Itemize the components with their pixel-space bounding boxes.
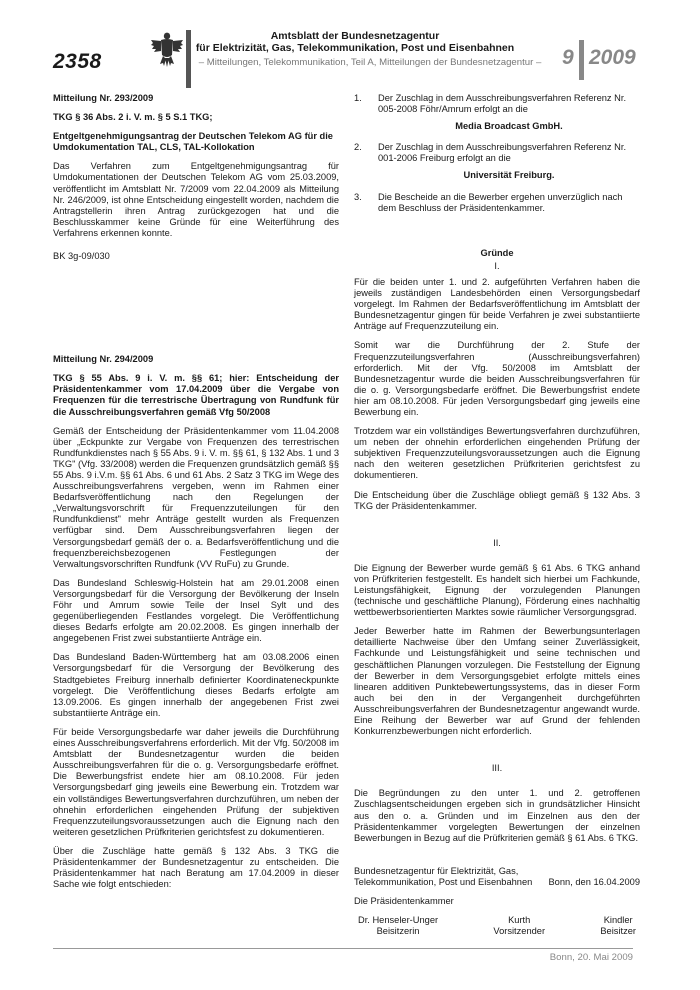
issue-divider [579, 40, 584, 80]
paragraph: Somit war die Durchführung der 2. Stufe der Frequenzzuteilungsverfahren (Ausschreibungsverfahren) erforderlich. Mit der Vfg. 50/2008 im Amtsblatt der Bundesnetzagentur wurde die beiden Ausschreibungsverfahren für die o. g. Versorgungsbedarfe eröffnet. Die Bewerbungsfrist endete hier am 08.10.2008. Für jeden Versorgungsbedarf ging jeweils eine Bewerbung ein. [354, 340, 640, 417]
notice-293 [53, 93, 339, 262]
signatory: Kindler Beisitzer [600, 915, 636, 937]
footer-divider [53, 948, 633, 949]
signoff-block [354, 866, 640, 937]
page-header [0, 0, 700, 92]
signatory: Dr. Henseler-Unger Beisitzerin [358, 915, 439, 937]
paragraph: Trotzdem war ein vollständiges Bewertungsverfahren durchzuführen, um neben der ohnehin erforderlichen eingehenden Prüfung der subjektiven Frequenzzuteilungsvoraussetzungen auch die Eignung nach den weiteren gesetzlichen Prüfkriterien gerichtsfest zu dokumentieren. [354, 426, 640, 481]
section-number: III. [491, 763, 503, 774]
issue-number: 9 [562, 46, 574, 69]
issue-year: 2009 [589, 46, 636, 69]
file-reference: BK 3g-09/030 [53, 251, 110, 262]
left-column [53, 93, 339, 898]
paragraph: Über die Zuschläge hatte gemäß § 132 Abs. 3 TKG die Präsidentenkammer der Bundesnetzagentur zu entscheiden. Die Präsidentenkammer hat nach Beratung am 17.04.2009 in dieser Sache wie folgt entschieden: [53, 845, 339, 890]
paragraph: Die Entscheidung über die Zuschläge obliegt gemäß § 132 Abs. 3 TKG der Präsidentenkammer. [354, 489, 640, 511]
paragraph: Jeder Bewerber hatte im Rahmen der Bewerbungsunterlagen detaillierte Nachweise über den Umfang seiner Zuverlässigkeit, Fachkunde und Leistungsfähigkeit und seine technischen und geschäftlichen Planungen vorzulegen. Die Feststellung der Eignung der Bewerber in dem Versorgungsgebiet erfolgte mittels eines linearen additiven Punktebewertungssystems, das in dieser Form auch bei den in der Vergangenheit durchgeführten Ausschreibungsverfahren der Bundesnetzagentur angewandt wurde. Eine Reihung der Bewerber war auf Grund der fehlenden Konkurrenzbewerbungen nicht erforderlich. [354, 626, 640, 737]
signatory: Kurth Vorsitzender [493, 915, 546, 937]
awardee: Media Broadcast GmbH. [455, 121, 563, 132]
publication-title: Amtsblatt der Bundesnetzagentur für Elektrizität, Gas, Telekommunikation, Post und Eisenbahnen [195, 30, 515, 54]
signoff-date: Bonn, den 16.04.2009 [548, 876, 640, 887]
notice-294 [53, 354, 339, 890]
notice-law: TKG § 36 Abs. 2 i. V. m. § 5 S.1 TKG; [53, 112, 213, 123]
chamber-name: Die Präsidentenkammer [354, 895, 454, 906]
paragraph: Gemäß der Entscheidung der Präsidentenkammer vom 11.04.2008 über „Eckpunkte zur Vergabe von Frequenzen des terrestrischen Rundfunkdienstes nach § 55 Abs. 9 i. V. m. §§ 61, § 132 Abs. 1 und 3 TKG" (Vfg. 33/2008) werden die Frequenzen grundsätzlich gemäß §§ 55 Abs. 9 i.V.m. §§ 61 Abs. 6 und 61 Abs. 2 Satz 3 TKG im Wege des Ausschreibungsverfahrens vergeben, wenn im Rahmen einer Bedarfsveröffentlichung nach den Regelungen der „Verwaltungsvorschrift für Frequenzzuteilungen für den Rundfunkdienst" mehr Anträge gestellt wurden als Frequenzen verfügbar sind. Dem Ausschreibungsverfahren liegen der Versorgungsbedarf gemäß der o. a. Bedarfsveröffentlichung und die frequenzbereichsbezogenen Festlegungen der Verwaltungsvorschriften Rundfunk (VV RuFu) zu Grunde. [53, 425, 339, 569]
page-number: 2358 [53, 50, 102, 73]
publication-subtitle: – Mitteilungen, Telekommunikation, Teil A, Mitteilungen der Bundesnetzagentur – [198, 57, 542, 68]
section-number: I. [494, 260, 500, 271]
paragraph: Für beide Versorgungsbedarfe war daher jeweils die Durchführung eines Ausschreibungsverfahrens erforderlich. Mit der Vfg. 50/2008 im Amtsblatt der Bundesnetzagentur wurden die beiden Ausschreibungsverfahren für die o. g. Versorgungsbedarfe eröffnet. Die Bewerbungsfrist endete hier am 08.10.2008. Für jeden Versorgungsbedarf ging jeweils eine Bewerbung ein. Trotzdem war ein vollständiges Bewertungsverfahren durchzuführen, um neben der ohnehin erforderlichen eingehenden Prüfung der subjektiven Frequenzzuteilungsvoraussetzungen auch die Eignung nach den weiteren gesetzlichen Prüfkriterien gerichtsfest zu dokumentieren. [53, 726, 339, 837]
decision-list [354, 93, 640, 214]
paragraph: Das Bundesland Baden-Württemberg hat am 03.08.2006 einen Versorgungsbedarf für die Versorgung der Bevölkerung des Stadtgebietes Freiburg innerhalb definierter Koordinateneckpunkte vorgelegt. Die Veröffentlichung dieses Bedarfs erfolgte am 13.09.2006. Es gingen innerhalb der angegebenen Frist zwei substantiierte Anträge ein. [53, 652, 339, 718]
paragraph: Das Bundesland Schleswig-Holstein hat am 29.01.2008 einen Versorgungsbedarf für die Versorgung der Bevölkerung der Inseln Föhr und Amrum sowie Teile der Insel Sylt und des gegenüberliegenden Festlandes vorgelegt. Die Veröffentlichung dieses Bedarfs erfolgte am 20.02.2008. Es gingen innerhalb der angegebenen Frist zwei substantiierte Anträge ein. [53, 577, 339, 644]
notice-subject: Entgeltgenehmigungsantrag der Deutschen Telekom AG für die Umdokumentation TAL, CLS, TAL-Kollokation [53, 131, 333, 153]
awardee: Universität Freiburg. [463, 170, 555, 181]
signature-row [354, 915, 640, 937]
decision-item: 2. Der Zuschlag in dem Ausschreibungsverfahren Referenz Nr. 001-2006 Freiburg erfolgt an die [354, 142, 627, 164]
footer-date: Bonn, 20. Mai 2009 [549, 952, 633, 963]
authority-name: Bundesnetzagentur für Elektrizität, Gas, [354, 865, 519, 876]
notice-title: Mitteilung Nr. 293/2009 [53, 93, 154, 103]
authority-name: Telekommunikation, Post und Eisenbahnen [354, 876, 533, 887]
decision-item: 1. Der Zuschlag in dem Ausschreibungsverfahren Referenz Nr. 005-2008 Föhr/Amrum erfolgt an die [354, 93, 627, 115]
federal-eagle-icon [150, 31, 184, 69]
paragraph: Für die beiden unter 1. und 2. aufgeführten Verfahren haben die jeweils zuständigen Landesbehörden einen Versorgungsbedarf vorgelegt. Im Rahmen der Bedarfsveröffentlichung im Amtsblatt der Bundesnetzagentur gingen für beide Verfahren je zwei substantiierte Anträge auf Frequenzzuteilung ein. [354, 276, 640, 332]
notice-subject: TKG § 55 Abs. 9 i. V. m. §§ 61; hier: Entscheidung der Präsidentenkammer vom 17.04.2009 über die Vergabe von Frequenzen für die terrestrische Übertragung von Rundfunk für die Ausschreibungsverfahren gemäß Vfg 50/2008 [53, 373, 339, 417]
notice-title: Mitteilung Nr. 294/2009 [53, 354, 154, 365]
right-column [354, 93, 640, 937]
paragraph: Die Eignung der Bewerber wurde gemäß § 61 Abs. 6 TKG anhand von Prüfkriterien festgestellt. Es handelt sich hierbei um Fachkunde, Leistungsfähigkeit, Eignung der vorzulegenden Planungen (technische und geschäftliche Planung), Förderung eines nachhaltig wettbewerbsorientierten Marktes sowie räumlicher Versorgungsgrad. [354, 562, 640, 618]
decision-item: 3. Die Bescheide an die Bewerber ergehen unverzüglich nach dem Beschluss der Präsidentenkammer. [354, 191, 623, 213]
notice-body: Das Verfahren zum Entgeltgenehmigungsantrag für Umdokumentationen der Deutschen Telekom AG vom 25.03.2009, veröffentlicht im Amtsblatt Nr. 7/2009 vom 22.04.2009 als Mitteilung Nr. 246/2009, ist ohne Entscheidung eingestellt worden, nachdem die Antragstellerin ihren Antrag zurückgezogen hat und die Beschlusskammer keine Gründe für eine Weiterführung des Verfahrens erkennen konnte. [53, 161, 339, 238]
section-number: II. [493, 537, 501, 548]
section-heading: Gründe [480, 247, 514, 258]
paragraph: Die Begründungen zu den unter 1. und 2. getroffenen Zuschlagsentscheidungen ergeben sich in grundsätzlicher Hinsicht aus den o. a. Gründen und im Einzelnen aus den der Präsidentenkammer vorgelegten Bewertungen der einzelnen Bewerbungen in Bezug auf die Prüfkriterien gemäß § 61 Abs. 6 TKG. [354, 788, 640, 843]
